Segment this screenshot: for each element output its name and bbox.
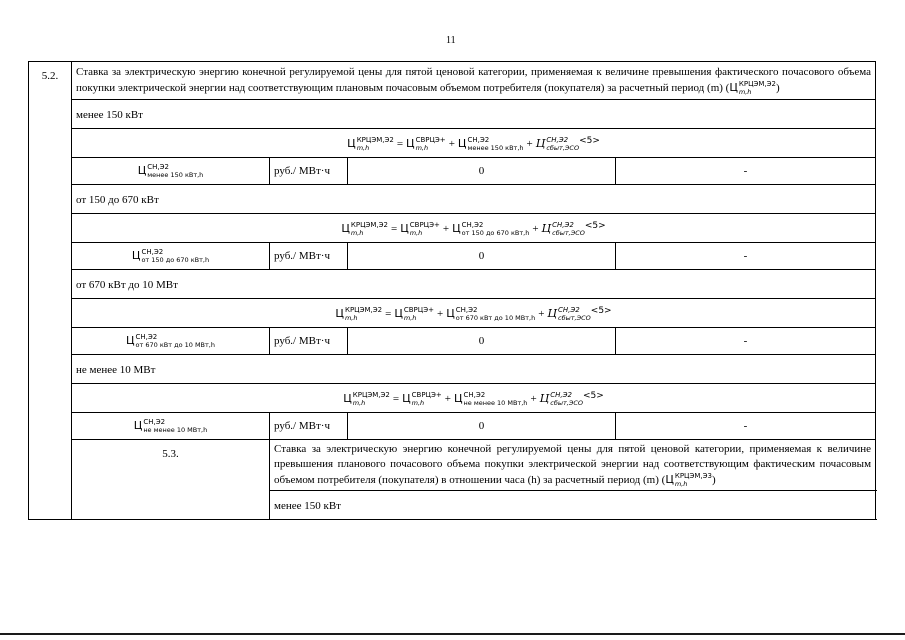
section-5-3-heading-row <box>29 440 876 491</box>
param-symbol: Ц СН,Э2 от 150 до 670 кВт,h <box>72 243 270 270</box>
param-symbol: Ц СН,Э2 от 670 кВт до 10 МВт,h <box>72 328 270 355</box>
formula: Ц КРЦЭМ,Э2 m,h = Ц СВРЦЭ+ m,h + Ц СН,Э2 от 670 кВт до 10 МВт,h + Ц СН,Э2 сбыт,ЭСО $^{<5>}$ <box>72 299 876 328</box>
formula-row <box>29 384 876 413</box>
section-heading: Ставка за электрическую энергию конечной регулируемой цены для пятой ценовой категории, применяемая к величине превышения фактического почасового объема покупки электрической энергии над соответствующим плановым почасовым объемом потребителя (покупателя) за расчетный период (m) (Ц КРЦЭМ,Э2 m,h ) <box>72 62 876 100</box>
range-label: от 150 до 670 кВт <box>72 185 876 214</box>
unit: руб./ МВт·ч <box>270 243 348 270</box>
param-symbol: Ц СН,Э2 менее 150 кВт,h <box>72 158 270 185</box>
value-2: - <box>616 158 876 185</box>
heading-symbol: Ц КРЦЭМ,Э2 m,h <box>729 80 777 96</box>
section-number: 5.3. <box>72 440 270 520</box>
param-row <box>29 243 876 270</box>
formula: Ц КРЦЭМ,Э2 m,h = Ц СВРЦЭ+ m,h + Ц СН,Э2 от 150 до 670 кВт,h + Ц СН,Э2 сбыт,ЭСО $^{<5>}$ <box>72 214 876 243</box>
param-row <box>29 413 876 440</box>
unit: руб./ МВт·ч <box>270 328 348 355</box>
value-2: - <box>616 413 876 440</box>
heading-symbol: Ц КРЦЭМ,Э3 m,h <box>665 472 712 488</box>
formula-row <box>29 299 876 328</box>
param-row <box>29 328 876 355</box>
range-label: не менее 10 МВт <box>72 355 876 384</box>
formula-row <box>29 214 876 243</box>
range-label: менее 150 кВт <box>270 491 876 520</box>
page-number: 11 <box>446 35 456 46</box>
value-1: 0 <box>348 328 616 355</box>
tariff-table <box>28 61 876 520</box>
value-1: 0 <box>348 243 616 270</box>
section-5-2-heading-row <box>29 62 876 100</box>
value-1: 0 <box>348 413 616 440</box>
section-heading-text: Ставка за электрическую энергию конечной регулируемой цены для пятой ценовой категории, применяемая к величине превышения фактического почасового объема покупки электрической энергии над соответствующим плановым почасовым объемом потребителя (покупателя) за расчетный период (m) <box>76 66 872 94</box>
section-heading-text: Ставка за электрическую энергию конечной регулируемой цены для пятой ценовой категории, применяемая к величине превышения планового почасового объема покупки электрической энергии над соответствующим фактическим почасовым объемом потребителя (покупателя) в отношении часа (h) за расчетный период (m) <box>274 443 872 486</box>
section-number: 5.2. <box>29 62 72 520</box>
param-symbol: Ц СН,Э2 не менее 10 МВт,h <box>72 413 270 440</box>
scan-edge-line <box>0 633 905 635</box>
range-row <box>29 270 876 299</box>
range-row <box>29 185 876 214</box>
value-2: - <box>616 328 876 355</box>
param-row <box>29 158 876 185</box>
value-1: 0 <box>348 158 616 185</box>
formula: Ц КРЦЭМ,Э2 m,h = Ц СВРЦЭ+ m,h + Ц СН,Э2 не менее 10 МВт,h + Ц СН,Э2 сбыт,ЭСО $^{<5>}$ <box>72 384 876 413</box>
unit: руб./ МВт·ч <box>270 413 348 440</box>
value-2: - <box>616 243 876 270</box>
unit: руб./ МВт·ч <box>270 158 348 185</box>
section-heading: Ставка за электрическую энергию конечной регулируемой цены для пятой ценовой категории, применяемая к величине превышения планового почасового объема покупки электрической энергии над соответствующим фактическим почасовым объемом потребителя (покупателя) в отношении часа (h) за расчетный период (m) (Ц КРЦЭМ,Э3 m,h ) <box>270 440 876 491</box>
range-row <box>29 100 876 129</box>
range-label: от 670 кВт до 10 МВт <box>72 270 876 299</box>
formula-row <box>29 129 876 158</box>
range-row <box>29 355 876 384</box>
range-label: менее 150 кВт <box>72 100 876 129</box>
formula: Ц КРЦЭМ,Э2 m,h = Ц СВРЦЭ+ m,h + Ц СН,Э2 менее 150 кВт,h + Ц СН,Э2 сбыт,ЭСО $^{<5>}$ <box>72 129 876 158</box>
